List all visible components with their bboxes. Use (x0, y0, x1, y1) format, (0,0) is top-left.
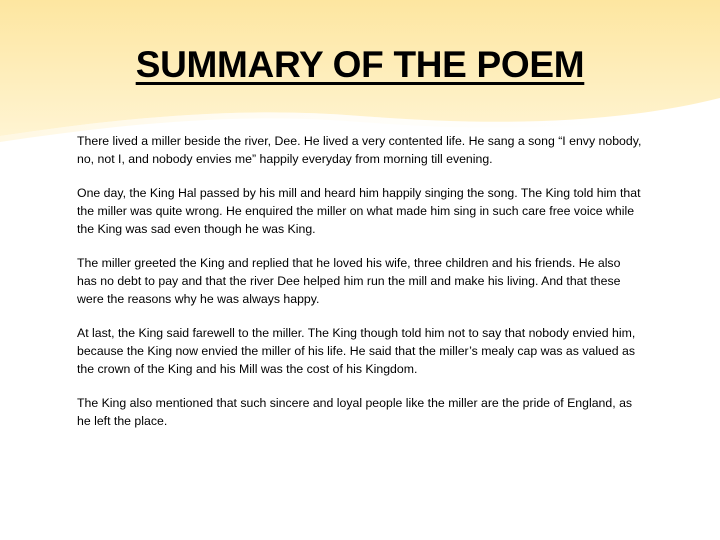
slide-title (0, 44, 720, 86)
paragraph-1: There lived a miller beside the river, Dee. He lived a very contented life. He sang a song “I envy nobody, no, not I, and nobody envies me” happily everyday from morning till evening. (77, 134, 642, 166)
slide-title-text: SUMMARY OF THE POEM (135, 44, 585, 85)
paragraph-4: At last, the King said farewell to the miller. The King though told him not to say that nobody envied him, because the King now envied the miller of his life. He said that the miller’s mealy cap was as valued as the crown of the King and his Mill was the cost of his Kingdom. (77, 326, 636, 376)
paragraph-3: The miller greeted the King and replied that he loved his wife, three children and his friends. He also has no debt to pay and that the river Dee helped him run the mill and make his living. And that these were the reasons why he was always happy. (77, 256, 621, 306)
paragraph-5: The King also mentioned that such sincere and loyal people like the miller are the pride of England, as he left the place. (77, 396, 633, 428)
paragraph-2: One day, the King Hal passed by his mill and heard him happily singing the song. The King told him that the miller was quite wrong. He enquired the miller on what made him sing in such care free voice while the King was sad even though he was King. (77, 186, 641, 236)
slide-body (77, 132, 643, 446)
